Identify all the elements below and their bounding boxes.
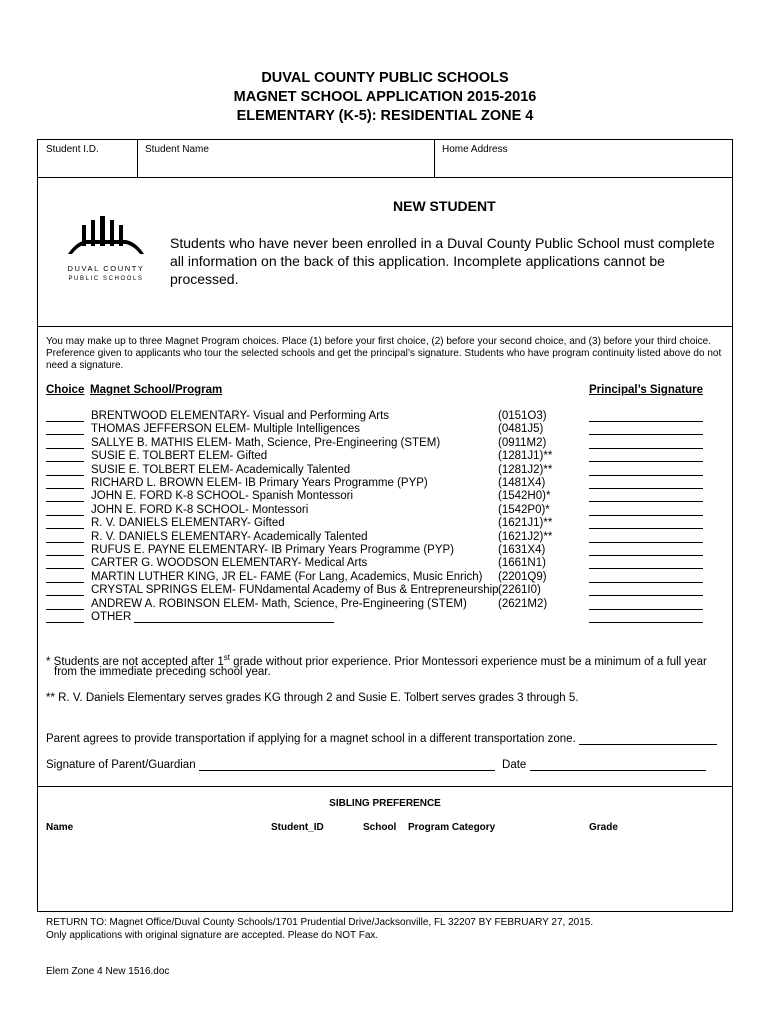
choice-instructions: You may make up to three Magnet Program choices. Place (1) before your first choice, (2) before your second choice, and (3) before your third choice. Preference given to applicants who tour the selected schools and get the principal’s signature. Students who have program continuity listed above do not need a signature. xyxy=(46,336,722,371)
program-row xyxy=(46,598,706,611)
principal-signature-line[interactable] xyxy=(589,611,703,623)
program-code: (1542P0)* xyxy=(498,503,550,516)
transport-agreement xyxy=(46,733,717,745)
program-row xyxy=(46,490,706,503)
parent-signature-field[interactable] xyxy=(199,759,495,771)
program-name: CRYSTAL SPRINGS ELEM- FUNdamental Academy of Bus & Entrepreneurship xyxy=(91,584,499,597)
form-title-line1: DUVAL COUNTY PUBLIC SCHOOLS xyxy=(261,70,509,86)
date-field[interactable] xyxy=(530,759,706,771)
choice-blank[interactable] xyxy=(46,557,84,569)
sibling-col-school: School xyxy=(363,822,397,833)
principal-signature-line[interactable] xyxy=(589,464,703,476)
principal-signature-line[interactable] xyxy=(589,557,703,569)
sibling-col-program: Program Category xyxy=(408,822,496,833)
form-title-line3: ELEMENTARY (K-5): RESIDENTIAL ZONE 4 xyxy=(236,108,534,124)
choice-blank[interactable] xyxy=(46,423,84,435)
program-name: BRENTWOOD ELEMENTARY- Visual and Performing Arts xyxy=(91,410,390,422)
program-row xyxy=(46,544,706,557)
program-row xyxy=(46,504,706,517)
student-name-label: Student Name xyxy=(145,144,209,155)
choice-blank[interactable] xyxy=(46,464,84,476)
sibling-col-name: Name xyxy=(46,822,74,833)
principal-signature-line[interactable] xyxy=(589,571,703,583)
principal-signature-line[interactable] xyxy=(589,437,703,449)
program-code: (1631X4) xyxy=(498,544,546,556)
principal-signature-line[interactable] xyxy=(589,544,703,556)
program-code: (1621J1)** xyxy=(498,517,553,530)
choice-blank[interactable] xyxy=(46,598,84,610)
note1-sup: st xyxy=(223,653,230,662)
program-row xyxy=(46,464,706,477)
principal-signature-line[interactable] xyxy=(589,423,703,435)
program-name: RICHARD L. BROWN ELEM- IB Primary Years Programme (PYP) xyxy=(91,477,428,489)
program-code: (1621J2)** xyxy=(498,530,553,543)
return-note: Only applications with original signature are accepted. Please do NOT Fax. xyxy=(46,930,379,941)
signature-row xyxy=(46,759,706,771)
signature-label: Signature of Parent/Guardian xyxy=(46,759,196,771)
other-label-wrap xyxy=(91,611,334,623)
program-row xyxy=(46,571,706,584)
form-title-line2: MAGNET SCHOOL APPLICATION 2015-2016 xyxy=(233,89,537,105)
program-row xyxy=(46,423,706,436)
principal-signature-line[interactable] xyxy=(589,598,703,610)
choice-blank[interactable] xyxy=(46,611,84,623)
document-footer: Elem Zone 4 New 1516.doc xyxy=(46,966,170,977)
program-row xyxy=(46,531,706,544)
divider xyxy=(137,140,138,177)
program-name: CARTER G. WOODSON ELEMENTARY- Medical Arts xyxy=(91,557,368,570)
principal-signature-line[interactable] xyxy=(589,477,703,489)
note1-text: * Students are not accepted after 1 xyxy=(46,655,224,668)
program-row xyxy=(46,477,706,490)
new-student-text: Students who have never been enrolled in a Duval County Public School must complete all information on the back of this application. Incomplete applications cannot be processed. xyxy=(170,235,715,287)
choice-blank[interactable] xyxy=(46,437,84,449)
choice-blank[interactable] xyxy=(46,490,84,502)
logo-text-line2: PUBLIC SCHOOLS xyxy=(68,276,144,282)
date-label: Date xyxy=(502,759,527,771)
choice-blank[interactable] xyxy=(46,571,84,583)
program-row xyxy=(46,450,706,463)
program-code: (2261I0) xyxy=(498,584,541,597)
district-logo-icon xyxy=(56,214,156,258)
program-name: SUSIE E. TOLBERT ELEM- Gifted xyxy=(91,450,268,463)
note-grades: ** R. V. Daniels Elementary serves grades KG through 2 and Susie E. Tolbert serves grades 3 through 5. xyxy=(46,692,579,704)
other-label: OTHER xyxy=(91,611,132,623)
choice-blank[interactable] xyxy=(46,517,84,529)
program-code: (0911M2) xyxy=(498,436,547,449)
program-code: (1661N1) xyxy=(498,557,546,570)
program-row xyxy=(46,410,706,423)
program-row xyxy=(46,584,706,597)
program-row xyxy=(46,517,706,530)
program-name: RUFUS E. PAYNE ELEMENTARY- IB Primary Years Programme (PYP) xyxy=(91,544,454,556)
principal-signature-line[interactable] xyxy=(589,584,703,596)
new-student-heading: NEW STUDENT xyxy=(393,198,496,214)
choice-blank[interactable] xyxy=(46,584,84,596)
district-logo xyxy=(56,214,156,289)
program-name: JOHN E. FORD K-8 SCHOOL- Montessori xyxy=(91,503,309,516)
choice-blank[interactable] xyxy=(46,410,84,422)
divider xyxy=(434,140,435,177)
program-name: SUSIE E. TOLBERT ELEM- Academically Talented xyxy=(91,463,351,476)
principal-signature-line[interactable] xyxy=(589,517,703,529)
choice-blank[interactable] xyxy=(46,477,84,489)
program-code: (2621M2) xyxy=(498,597,548,610)
logo-text-line1: DUVAL COUNTY xyxy=(67,264,145,273)
program-code: (1542H0)* xyxy=(498,490,551,503)
transport-text: Parent agrees to provide transportation if applying for a magnet school in a different transportation zone. xyxy=(46,733,576,745)
choice-header: Choice xyxy=(46,384,85,396)
choice-blank[interactable] xyxy=(46,531,84,543)
principal-signature-line[interactable] xyxy=(589,450,703,462)
sibling-preference-box xyxy=(37,786,733,912)
program-name: MARTIN LUTHER KING, JR EL- FAME (For Lang, Academics, Music Enrich) xyxy=(91,570,483,583)
program-header: Magnet School/Program xyxy=(90,384,223,396)
other-row xyxy=(46,611,706,624)
program-code: (1281J1)** xyxy=(498,450,553,463)
sibling-heading: SIBLING PREFERENCE xyxy=(329,798,441,809)
principal-signature-line[interactable] xyxy=(589,410,703,422)
program-code: (0151O3) xyxy=(498,410,547,422)
choice-blank[interactable] xyxy=(46,450,84,462)
principal-signature-line[interactable] xyxy=(589,490,703,502)
program-name: R. V. DANIELS ELEMENTARY- Academically Talented xyxy=(91,530,368,543)
program-row xyxy=(46,557,706,570)
program-code: (1281J2)** xyxy=(498,463,553,476)
program-row xyxy=(46,437,706,450)
program-code: (1481X4) xyxy=(498,477,546,489)
transport-initial-field[interactable] xyxy=(579,733,717,745)
new-student-box xyxy=(37,177,733,327)
signature-header: Principal’s Signature xyxy=(589,384,703,396)
principal-signature-line[interactable] xyxy=(589,531,703,543)
sibling-col-id: Student_ID xyxy=(271,822,324,833)
choice-blank[interactable] xyxy=(46,504,84,516)
choice-blank[interactable] xyxy=(46,544,84,556)
program-code: (2201Q9) xyxy=(498,570,547,583)
program-code: (0481J5) xyxy=(498,423,544,436)
student-id-label: Student I.D. xyxy=(46,144,99,155)
program-name: JOHN E. FORD K-8 SCHOOL- Spanish Montessori xyxy=(91,490,354,503)
program-name: R. V. DANIELS ELEMENTARY- Gifted xyxy=(91,517,285,530)
student-info-row xyxy=(37,139,733,178)
note1-text-b: grade without prior experience. Prior Montessori experience must be a minimum of a full year xyxy=(229,655,707,668)
other-program-field[interactable] xyxy=(134,611,334,623)
note-montessori-cont: from the immediate preceding school year. xyxy=(54,666,271,678)
program-name: THOMAS JEFFERSON ELEM- Multiple Intelligences xyxy=(91,423,361,436)
return-address: RETURN TO: Magnet Office/Duval County Schools/1701 Prudential Drive/Jacksonville, FL 32207 BY FEBRUARY 27, 2015. xyxy=(46,917,594,928)
program-name: SALLYE B. MATHIS ELEM- Math, Science, Pre-Engineering (STEM) xyxy=(91,436,441,449)
sibling-col-grade: Grade xyxy=(589,822,618,833)
home-address-label: Home Address xyxy=(442,144,508,155)
program-name: ANDREW A. ROBINSON ELEM- Math, Science, Pre-Engineering (STEM) xyxy=(91,597,467,610)
principal-signature-line[interactable] xyxy=(589,504,703,516)
